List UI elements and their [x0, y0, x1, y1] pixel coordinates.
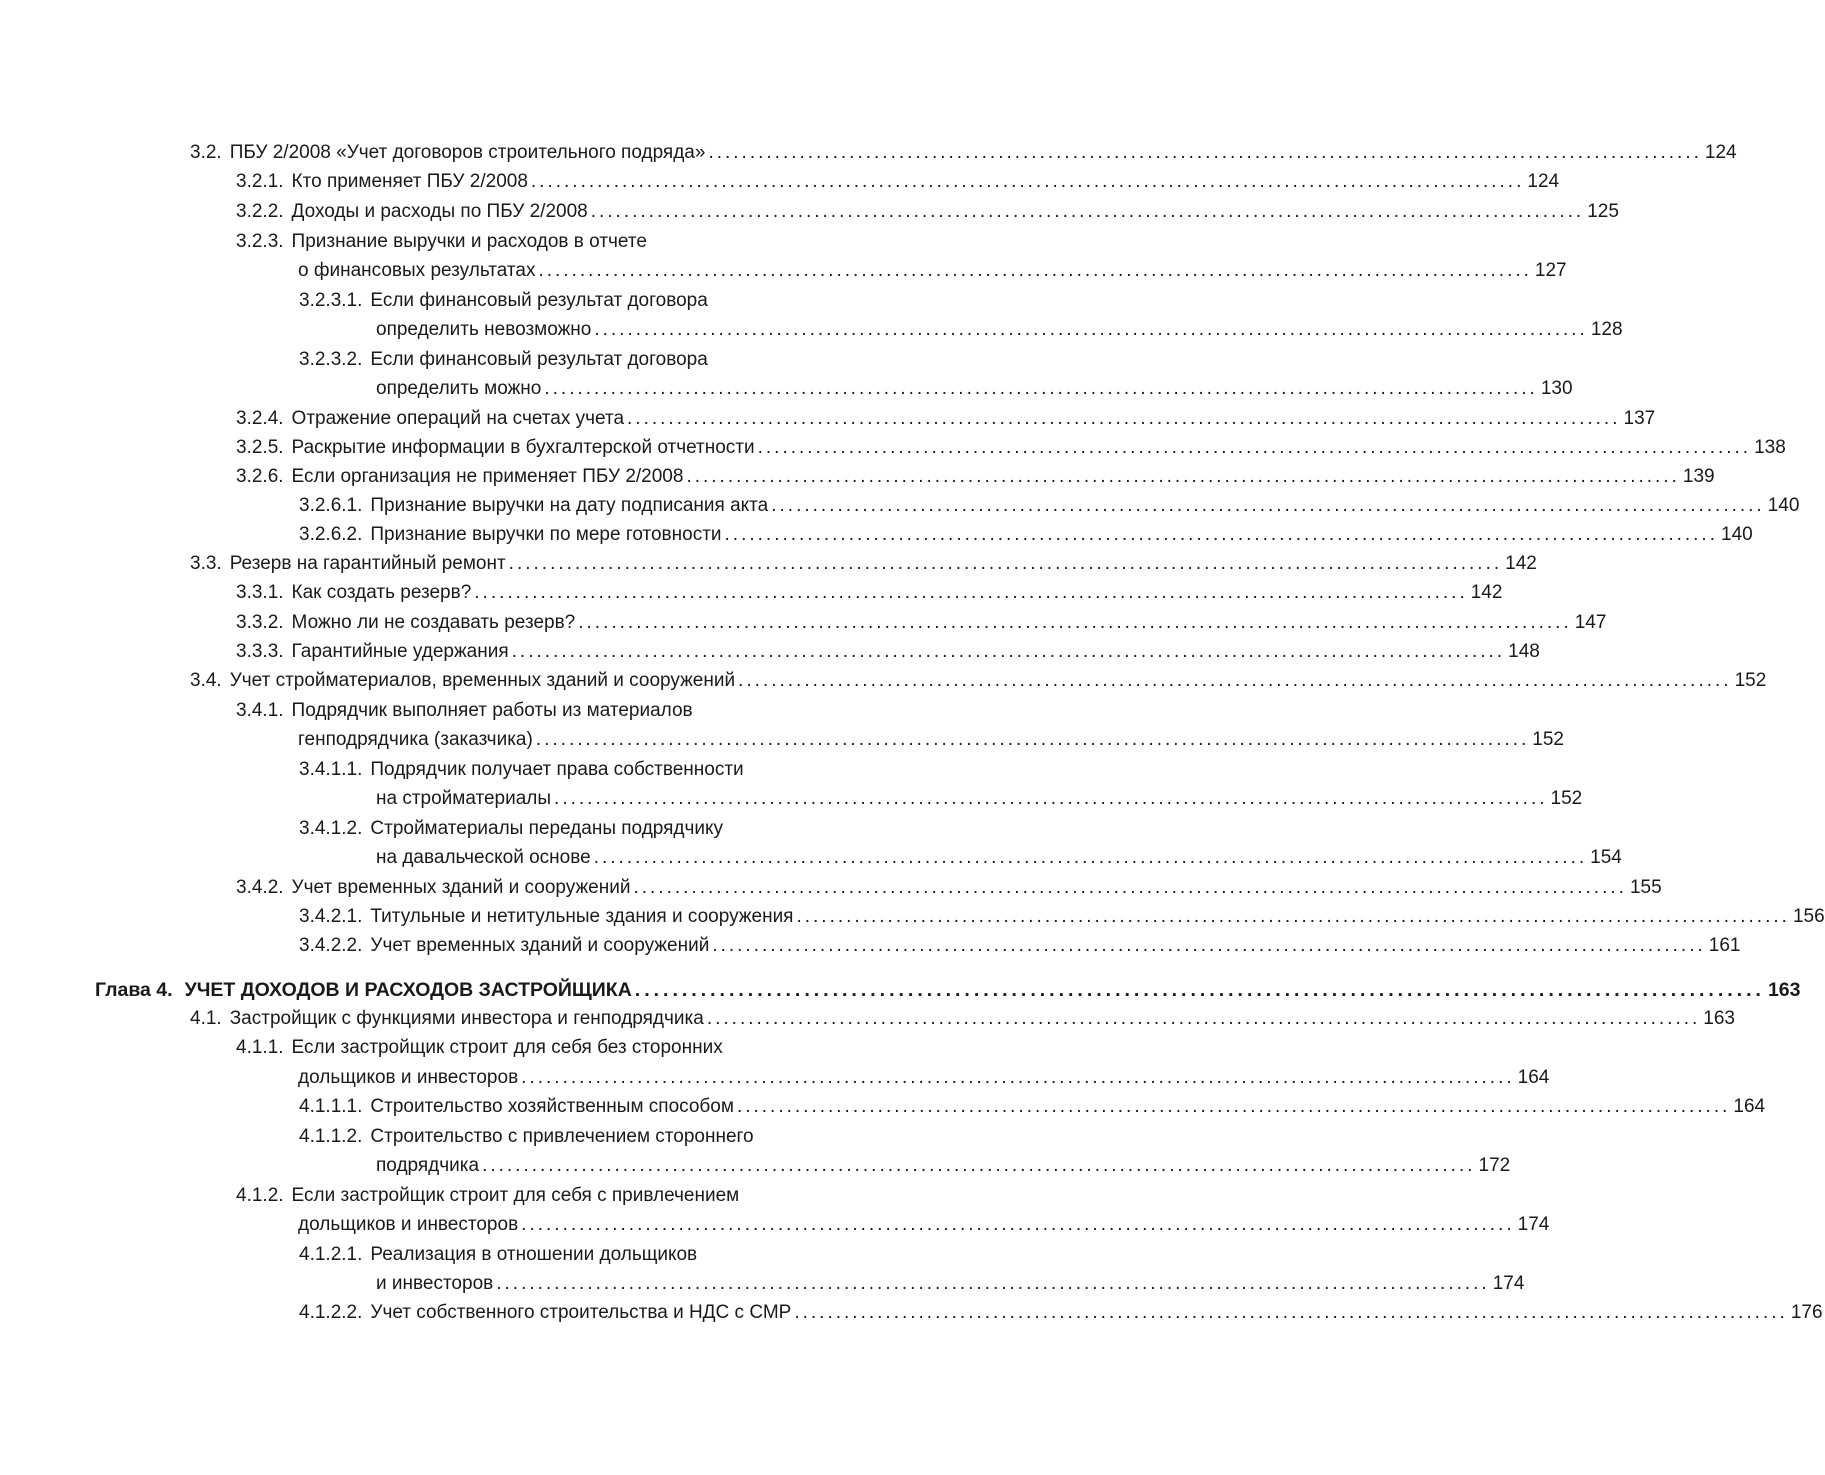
toc-entry — [299, 755, 878, 785]
toc-dot-leader: ........................................................................................................................ — [521, 1067, 1515, 1088]
toc-entry-title: подрядчика — [376, 1155, 480, 1176]
toc-entry-number: 3.3.3. — [236, 641, 284, 662]
toc-entry-title: Если финансовый результат договора — [370, 349, 708, 370]
toc-entry-title: Кто применяет ПБУ 2/2008 — [291, 171, 528, 192]
toc-entry-number: 3.2.6.1. — [299, 495, 363, 516]
toc-entry-title: Резерв на гарантийный ремонт — [229, 553, 506, 574]
toc-entry-number: 3.3. — [190, 553, 222, 574]
toc-entry-page-number: 140 — [1721, 524, 1753, 545]
toc-entry-page-number: 124 — [1527, 171, 1560, 192]
toc-entry-number: Глава 4. — [95, 979, 173, 1001]
toc-entry-title: Учет стройматериалов, временных зданий и сооружений — [229, 670, 736, 691]
toc-entry — [299, 902, 1825, 932]
toc-entry — [236, 608, 1607, 638]
toc-entry — [376, 315, 1623, 345]
toc-entry-number: 3.2.3. — [236, 231, 284, 252]
toc-entry-title: Учет временных зданий и сооружений — [370, 935, 710, 956]
toc-entry-title: Учет временных зданий и сооружений — [291, 877, 631, 898]
toc-entry — [299, 1298, 1823, 1328]
toc-entry — [299, 1122, 878, 1152]
toc-dot-leader: ........................................................................................................................ — [633, 877, 1627, 898]
toc-dot-leader: ........................................................................................................................ — [496, 1273, 1490, 1294]
toc-dot-leader: ........................................................................................................................ — [738, 670, 1732, 691]
toc-entry-title: Признание выручки по мере готовности — [370, 524, 722, 545]
toc-entry — [236, 433, 1786, 463]
toc-dot-leader: ........................................................................................................................ — [511, 641, 1506, 662]
toc-entry-page-number: 138 — [1754, 437, 1786, 458]
toc-entry — [299, 814, 878, 844]
toc-entry-title: ПБУ 2/2008 «Учет договоров строительного подряда» — [229, 142, 706, 163]
toc-entry-title: Строительство с привлечением стороннего — [370, 1126, 754, 1147]
toc-entry-title: определить невозможно — [376, 319, 592, 340]
toc-entry-number: 4.1.2. — [236, 1185, 284, 1206]
toc-entry-page-number: 164 — [1517, 1067, 1550, 1088]
toc-entry — [376, 1269, 1525, 1299]
toc-entry-page-number: 125 — [1587, 201, 1619, 222]
toc-entry — [236, 1181, 878, 1211]
toc-entry-number: 3.4.1.2. — [299, 818, 363, 839]
toc-entry-page-number: 142 — [1505, 553, 1537, 574]
toc-entry-page-number: 152 — [1550, 788, 1583, 809]
toc-dot-leader: ........................................................................................................................ — [578, 612, 1572, 633]
toc-dot-leader: ........................................................................................................................ — [708, 142, 1702, 163]
toc-entry-number: 4.1.1.2. — [299, 1126, 363, 1147]
toc-entry-page-number: 140 — [1767, 495, 1800, 516]
toc-entry-title: Стройматериалы переданы подрядчику — [370, 818, 724, 839]
toc-entry-page-number: 124 — [1704, 142, 1737, 163]
toc-entry-title: и инвесторов — [376, 1273, 494, 1294]
toc-entry — [190, 666, 1767, 696]
toc-dot-leader: ........................................................................................................................ — [594, 319, 1588, 340]
toc-entry-page-number: 163 — [1767, 979, 1801, 1001]
toc-entry — [236, 197, 1619, 227]
toc-entry-number: 3.2.2. — [236, 201, 284, 222]
toc-entry-title: Реализация в отношении дольщиков — [370, 1244, 698, 1265]
toc-entry — [298, 1210, 1550, 1240]
toc-entry — [299, 491, 1800, 521]
toc-dot-leader: ........................................................................................................................ — [593, 847, 1588, 868]
toc-entry-title: Если застройщик строит для себя с привлечением — [291, 1185, 740, 1206]
toc-entry-page-number: 139 — [1682, 466, 1715, 487]
toc-dot-leader: ........................................................................................................................ — [736, 1096, 1731, 1117]
toc-entry — [236, 167, 1560, 197]
toc-entry — [236, 404, 1656, 434]
toc-entry-number: 3.2.3.2. — [299, 349, 363, 370]
toc-entry — [190, 138, 1737, 168]
toc-entry-title: Гарантийные удержания — [291, 641, 509, 662]
toc-entry — [299, 1240, 878, 1270]
toc-entry-number: 3.3.1. — [236, 582, 284, 603]
toc-entry-title: на давальческой основе — [376, 847, 591, 868]
toc-entry — [376, 1151, 1511, 1181]
toc-chapter-heading — [95, 975, 1801, 1005]
toc-entry-title: Если застройщик строит для себя без сторонних — [291, 1037, 723, 1058]
toc-dot-leader: ........................................................................................................................ — [724, 524, 1718, 545]
toc-dot-leader: ........................................................................................................................ — [634, 979, 1765, 1001]
toc-entry-page-number: 163 — [1703, 1008, 1735, 1029]
toc-entry-page-number: 152 — [1734, 670, 1767, 691]
toc-dot-leader: ........................................................................................................................ — [530, 171, 1525, 192]
toc-entry-number: 3.2.5. — [236, 437, 284, 458]
toc-entry-page-number: 130 — [1540, 378, 1573, 399]
toc-entry-page-number: 174 — [1492, 1273, 1525, 1294]
toc-dot-leader: ........................................................................................................................ — [706, 1008, 1701, 1029]
toc-entry-number: 4.1.2.2. — [299, 1302, 363, 1323]
toc-dot-leader: ........................................................................................................................ — [712, 935, 1706, 956]
toc-entry-number: 3.2. — [190, 142, 222, 163]
toc-entry — [376, 374, 1573, 404]
toc-dot-leader: ........................................................................................................................ — [771, 495, 1765, 516]
toc-dot-leader: ........................................................................................................................ — [544, 378, 1538, 399]
toc-entry — [298, 1063, 1550, 1093]
toc-entry-page-number: 137 — [1623, 408, 1656, 429]
toc-entry-number: 3.4.1.1. — [299, 759, 363, 780]
toc-entry-page-number: 174 — [1517, 1214, 1550, 1235]
toc-dot-leader: ........................................................................................................................ — [686, 466, 1680, 487]
toc-dot-leader: ........................................................................................................................ — [508, 553, 1503, 574]
toc-entry — [190, 549, 1537, 579]
toc-dot-leader: ........................................................................................................................ — [535, 729, 1530, 750]
toc-entry-page-number: 142 — [1470, 582, 1503, 603]
toc-entry-number: 3.2.6.2. — [299, 524, 363, 545]
toc-entry-title: Застройщик с функциями инвестора и генподрядчика — [229, 1008, 704, 1029]
toc-entry-number: 3.2.6. — [236, 466, 284, 487]
toc-entry-title: Учет собственного строительства и НДС с СМР — [370, 1302, 792, 1323]
toc-entry — [299, 520, 1753, 550]
toc-entry-number: 3.4.1. — [236, 700, 284, 721]
toc-entry — [236, 227, 878, 257]
toc-entry-title: Раскрытие информации в бухгалтерской отчетности — [291, 437, 755, 458]
toc-entry-number: 3.4.2.1. — [299, 906, 363, 927]
toc-dot-leader: ........................................................................................................................ — [590, 201, 1585, 222]
toc-entry — [298, 256, 1567, 286]
toc-entry-title: Признание выручки и расходов в отчете — [291, 231, 647, 252]
toc-entry-title: Подрядчик получает права собственности — [370, 759, 744, 780]
toc-entry-page-number: 155 — [1629, 877, 1662, 898]
toc-dot-leader: ........................................................................................................................ — [474, 582, 1468, 603]
toc-entry-number: 4.1.2.1. — [299, 1244, 363, 1265]
toc-entry-page-number: 172 — [1478, 1155, 1511, 1176]
toc-entry — [236, 696, 878, 726]
toc-dot-leader: ........................................................................................................................ — [757, 437, 1752, 458]
toc-dot-leader: ........................................................................................................................ — [627, 408, 1621, 429]
toc-entry-number: 4.1. — [190, 1008, 222, 1029]
toc-entry — [299, 1092, 1766, 1122]
toc-entry-page-number: 127 — [1534, 260, 1567, 281]
toc-entry-page-number: 152 — [1532, 729, 1564, 750]
toc-entry-title: Признание выручки на дату подписания акта — [370, 495, 769, 516]
toc-entry — [299, 345, 878, 375]
toc-entry-title: дольщиков и инвесторов — [298, 1214, 519, 1235]
toc-entry-title: Подрядчик выполняет работы из материалов — [291, 700, 693, 721]
toc-entry — [299, 931, 1741, 961]
toc-entry-number: 3.2.4. — [236, 408, 284, 429]
toc-entry-page-number: 164 — [1733, 1096, 1766, 1117]
toc-entry-title: о финансовых результатах — [298, 260, 536, 281]
toc-entry-title: дольщиков и инвесторов — [298, 1067, 519, 1088]
toc-entry — [236, 873, 1662, 903]
toc-entry — [236, 1033, 878, 1063]
toc-entry-page-number: 176 — [1790, 1302, 1823, 1323]
toc-entry-number: 3.2.1. — [236, 171, 284, 192]
toc-dot-leader: ........................................................................................................................ — [521, 1214, 1515, 1235]
toc-entry-number: 3.4.2. — [236, 877, 284, 898]
toc-entry-page-number: 156 — [1792, 906, 1825, 927]
toc-entry — [298, 725, 1564, 755]
toc-entry-title: УЧЕТ ДОХОДОВ И РАСХОДОВ ЗАСТРОЙЩИКА — [184, 979, 632, 1001]
toc-entry — [236, 637, 1540, 667]
toc-entry-number: 3.2.3.1. — [299, 290, 363, 311]
toc-entry-number: 4.1.1.1. — [299, 1096, 363, 1117]
toc-entry-title: Можно ли не создавать резерв? — [291, 612, 576, 633]
toc-entry-page-number: 128 — [1590, 319, 1623, 340]
toc-entry — [190, 1004, 1735, 1034]
toc-entry-title: определить можно — [376, 378, 542, 399]
toc-entry-page-number: 147 — [1574, 612, 1607, 633]
toc-entry-number: 3.4.2.2. — [299, 935, 363, 956]
toc-entry-page-number: 161 — [1708, 935, 1741, 956]
toc-entry-title: Как создать резерв? — [291, 582, 472, 603]
toc-dot-leader: ........................................................................................................................ — [482, 1155, 1476, 1176]
toc-entry — [376, 784, 1583, 814]
toc-dot-leader: ........................................................................................................................ — [796, 906, 1790, 927]
toc-entry — [299, 286, 878, 316]
toc-dot-leader: ........................................................................................................................ — [794, 1302, 1788, 1323]
toc-entry-page-number: 148 — [1508, 641, 1540, 662]
toc-entry-number: 4.1.1. — [236, 1037, 284, 1058]
toc-entry-number: 3.4. — [190, 670, 222, 691]
toc-entry-title: Строительство хозяйственным способом — [370, 1096, 734, 1117]
toc-entry-title: Титульные и нетитульные здания и сооружения — [370, 906, 794, 927]
toc-entry-title: на стройматериалы — [376, 788, 552, 809]
toc-entry — [236, 462, 1715, 492]
toc-entry — [236, 578, 1503, 608]
toc-entry-number: 3.3.2. — [236, 612, 284, 633]
toc-entry-title: Если организация не применяет ПБУ 2/2008 — [291, 466, 684, 487]
toc-entry-title: Доходы и расходы по ПБУ 2/2008 — [291, 201, 588, 222]
toc-entry-title: генподрядчика (заказчика) — [298, 729, 533, 750]
toc-entry-page-number: 154 — [1590, 847, 1622, 868]
toc-dot-leader: ........................................................................................................................ — [538, 260, 1532, 281]
toc-entry-title: Если финансовый результат договора — [370, 290, 708, 311]
toc-entry-title: Отражение операций на счетах учета — [291, 408, 625, 429]
toc-dot-leader: ........................................................................................................................ — [554, 788, 1548, 809]
toc-entry — [376, 843, 1622, 873]
